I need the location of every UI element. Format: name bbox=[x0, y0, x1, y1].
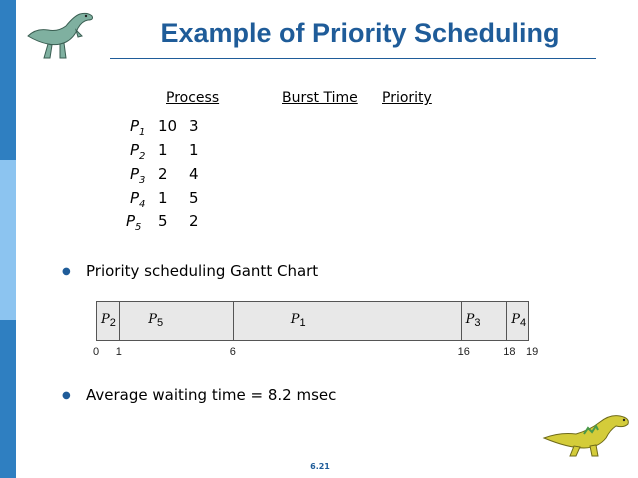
process-name: $P_3$ bbox=[130, 165, 146, 186]
burst-value: 2 bbox=[158, 165, 168, 183]
gantt-segment-label: $P_4$ bbox=[511, 312, 527, 329]
gantt-segment-label: $P_5$ bbox=[148, 312, 164, 329]
priority-value: 2 bbox=[189, 212, 199, 230]
gantt-tick-label: 18 bbox=[503, 346, 516, 358]
gantt-segment-label: $P_1$ bbox=[290, 312, 306, 329]
gantt-segment bbox=[97, 302, 120, 340]
gantt-tick-label: 1 bbox=[115, 346, 122, 358]
process-name: $P_4$ bbox=[130, 189, 146, 210]
side-color-bar bbox=[0, 0, 16, 478]
side-bar-top bbox=[0, 0, 16, 160]
process-name: $P_5$ bbox=[126, 212, 142, 233]
burst-value: 1 bbox=[158, 141, 168, 159]
bullet-dot: ● bbox=[62, 390, 71, 401]
gantt-segment bbox=[462, 302, 508, 340]
gantt-segment bbox=[120, 302, 234, 340]
side-bar-middle bbox=[0, 160, 16, 320]
priority-value: 3 bbox=[189, 117, 199, 135]
header-burst-time: Burst Time bbox=[282, 90, 358, 106]
slide-title: Example of Priority Scheduling bbox=[160, 18, 560, 48]
gantt-tick-label: 16 bbox=[457, 346, 470, 358]
gantt-tick-label: 19 bbox=[526, 346, 539, 358]
bullet-dot: ● bbox=[62, 266, 71, 277]
gantt-segment bbox=[507, 302, 530, 340]
dinosaur-icon bbox=[540, 408, 634, 458]
burst-value: 1 bbox=[158, 189, 168, 207]
gantt-tick-label: 0 bbox=[93, 346, 100, 358]
header-priority: Priority bbox=[382, 90, 432, 106]
process-name: $P_1$ bbox=[130, 117, 146, 138]
burst-value: 10 bbox=[158, 117, 178, 135]
priority-value: 4 bbox=[189, 165, 199, 183]
priority-value: 5 bbox=[189, 189, 199, 207]
header-process: Process bbox=[166, 90, 220, 106]
bullet-average-waiting: Average waiting time = 8.2 msec bbox=[86, 386, 337, 404]
title-underline bbox=[110, 58, 596, 59]
bullet-gantt-label: Priority scheduling Gantt Chart bbox=[86, 262, 319, 280]
process-name: $P_2$ bbox=[130, 141, 146, 162]
gantt-segment bbox=[234, 302, 462, 340]
gantt-segment-label: $P_3$ bbox=[465, 312, 481, 329]
burst-value: 5 bbox=[158, 212, 168, 230]
side-bar-bottom bbox=[0, 320, 16, 478]
gantt-tick-label: 6 bbox=[229, 346, 236, 358]
slide-number: 6.21 bbox=[310, 462, 330, 471]
gantt-segment-label: $P_2$ bbox=[101, 312, 116, 329]
dinosaur-icon bbox=[22, 6, 102, 62]
priority-value: 1 bbox=[189, 141, 199, 159]
gantt-chart bbox=[96, 301, 529, 341]
